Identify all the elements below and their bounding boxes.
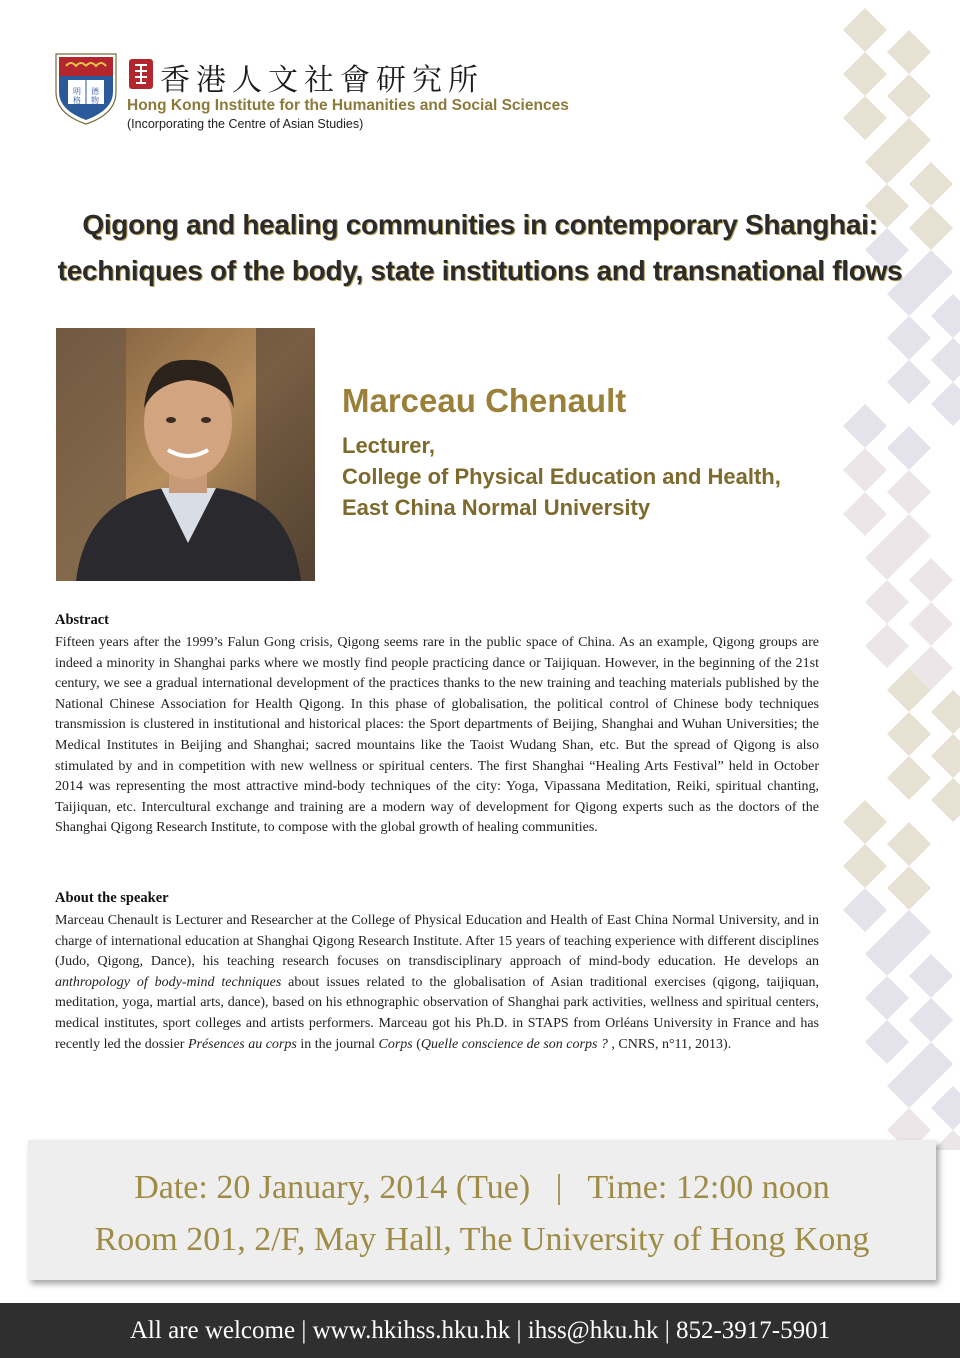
about-text-part: in the journal bbox=[296, 1036, 379, 1052]
decorative-diamond bbox=[887, 822, 931, 866]
speaker-photo bbox=[56, 328, 315, 581]
svg-text:物: 物 bbox=[91, 96, 99, 105]
about-text-part: Marceau Chenault is Lecturer and Researcher at the College of Physical Education and Health of East China Normal University, and in charge of international education at Shanghai Qigong Research Institute. After 15 years of teaching experience with different disciplines (Judo, Qigong, Dance), his teaching research focuses on transdisciplinary approach of mind-body education. He develops an bbox=[55, 913, 819, 970]
decorative-diamond bbox=[887, 426, 931, 470]
institute-subtitle: (Incorporating the Centre of Asian Studies) bbox=[127, 117, 364, 131]
decorative-diamond bbox=[931, 338, 960, 382]
decorative-diamond bbox=[887, 866, 931, 910]
svg-text:德: 德 bbox=[91, 87, 99, 96]
svg-text:明: 明 bbox=[73, 87, 81, 96]
lecture-title-line-1: Qigong and healing communities in contemporary Shanghai: bbox=[82, 209, 878, 240]
speaker-university: East China Normal University bbox=[342, 495, 651, 520]
about-text-part: , CNRS, n°11, 2013). bbox=[607, 1036, 732, 1052]
about-speaker-text bbox=[55, 911, 819, 1055]
decorative-diamond bbox=[843, 404, 887, 448]
decorative-diamond bbox=[909, 998, 953, 1042]
decorative-diamond bbox=[865, 580, 909, 624]
decorative-diamond bbox=[909, 954, 953, 998]
about-text-italic: anthropology of body-mind techniques bbox=[55, 974, 282, 990]
about-text-italic: Corps bbox=[378, 1036, 413, 1052]
about-text-part: ( bbox=[412, 1036, 421, 1052]
hku-crest-logo bbox=[52, 52, 120, 126]
event-venue: Room 201, 2/F, May Hall, The University of Hong Kong bbox=[94, 1221, 870, 1258]
svg-text:格: 格 bbox=[73, 96, 81, 105]
decorative-diamond bbox=[931, 1086, 960, 1130]
decorative-diamond bbox=[887, 756, 931, 800]
decorative-diamond bbox=[843, 800, 887, 844]
decorative-diamond bbox=[909, 558, 953, 602]
lecture-title-line-2: techniques of the body, state institutions and transnational flows bbox=[57, 255, 903, 286]
decorative-diamond bbox=[931, 690, 960, 734]
speaker-college: College of Physical Education and Health, bbox=[342, 464, 781, 489]
decorative-diamond bbox=[887, 360, 931, 404]
decorative-diamond bbox=[843, 8, 887, 52]
decorative-diamond bbox=[931, 734, 960, 778]
decorative-diamond bbox=[887, 30, 931, 74]
decorative-diamond bbox=[909, 602, 953, 646]
decorative-diamond bbox=[931, 778, 960, 822]
about-text-italic: Présences au corps bbox=[187, 1036, 297, 1052]
decorative-diamond-pattern bbox=[810, 0, 960, 1150]
decorative-diamond bbox=[887, 712, 931, 756]
institute-name-english: Hong Kong Institute for the Humanities and Social Sciences bbox=[127, 97, 569, 114]
decorative-diamond bbox=[843, 844, 887, 888]
decorative-diamond bbox=[843, 448, 887, 492]
speaker-role: Lecturer, bbox=[342, 433, 435, 458]
decorative-diamond bbox=[843, 96, 887, 140]
about-text-italic: Quelle conscience de son corps ? bbox=[420, 1036, 608, 1052]
about-text-part: about issues related to the globalisation of Asian traditional exercises (qigong, taijiquan, meditation, yoga, martial arts, dance), based on his ethnographic observation of Shanghai park activities, wellness and spiritual centers, medical institutes, sport colleges and artists performers. Marceau got his Ph.D. in STAPS from Orléans University in France and has recently led the dossier bbox=[55, 974, 820, 1052]
abstract-heading: Abstract bbox=[55, 612, 109, 628]
decorative-diamond bbox=[909, 162, 953, 206]
lecture-title bbox=[0, 202, 960, 294]
decorative-diamond bbox=[865, 1020, 909, 1064]
decorative-diamond bbox=[887, 316, 931, 360]
event-details-box bbox=[28, 1140, 936, 1280]
decorative-diamond bbox=[887, 74, 931, 118]
speaker-name: Marceau Chenault bbox=[342, 382, 627, 419]
decorative-diamond bbox=[887, 470, 931, 514]
about-speaker-heading: About the speaker bbox=[55, 890, 169, 906]
decorative-diamond bbox=[931, 294, 960, 338]
abstract-text: Fifteen years after the 1999’s Falun Gong crisis, Qigong seems rare in the public space of China. As an example, Qigong groups are indeed a minority in Shanghai parks where we mostly find people practicing dance or Taijiquan. However, in the beginning of the 21st century, we see a gradual international development of the practices thanks to the new training and teaching materials published by the National Chinese Association for Health Qigong. In this phase of globalisation, the political control of Chinese body techniques transmission is clustered in institutional and historical places: the Sport departments of Beijing, Shanghai and Wuhan Universities; the Medical Institutes in Beijing and Shanghai; sacred mountains like the Taoist Wudang Shan, etc. But the spread of Qigong is also stimulated by and in competition with new wellness or spiritual centers. The first Shanghai “Healing Arts Festival” held in October 2014 was representing the most attractive mind-body techniques of the city: Yoga, Vipassana Meditation, Reiki, spiritual chanting, Taijiquan, etc. Intercultural exchange and training are a modern way of development for Qigong experts such as the doctors of the Shanghai Qigong Research Institute, to compose with the global growth of healing communities. bbox=[55, 635, 819, 836]
decorative-diamond bbox=[931, 382, 960, 426]
decorative-diamond bbox=[865, 976, 909, 1020]
decorative-diamond bbox=[843, 492, 887, 536]
event-date-time: Date: 20 January, 2014 (Tue) | Time: 12:00 noon bbox=[134, 1169, 830, 1206]
decorative-diamond bbox=[843, 888, 887, 932]
decorative-diamond bbox=[865, 624, 909, 668]
footer-contact-bar: All are welcome | www.hkihss.hku.hk | ihss@hku.hk | 852-3917-5901 bbox=[0, 1303, 960, 1358]
institute-name-chinese: 香港人文社會研究所 bbox=[160, 63, 484, 98]
seal-icon bbox=[127, 57, 155, 91]
decorative-diamond bbox=[843, 52, 887, 96]
speaker-affiliation bbox=[342, 430, 781, 523]
